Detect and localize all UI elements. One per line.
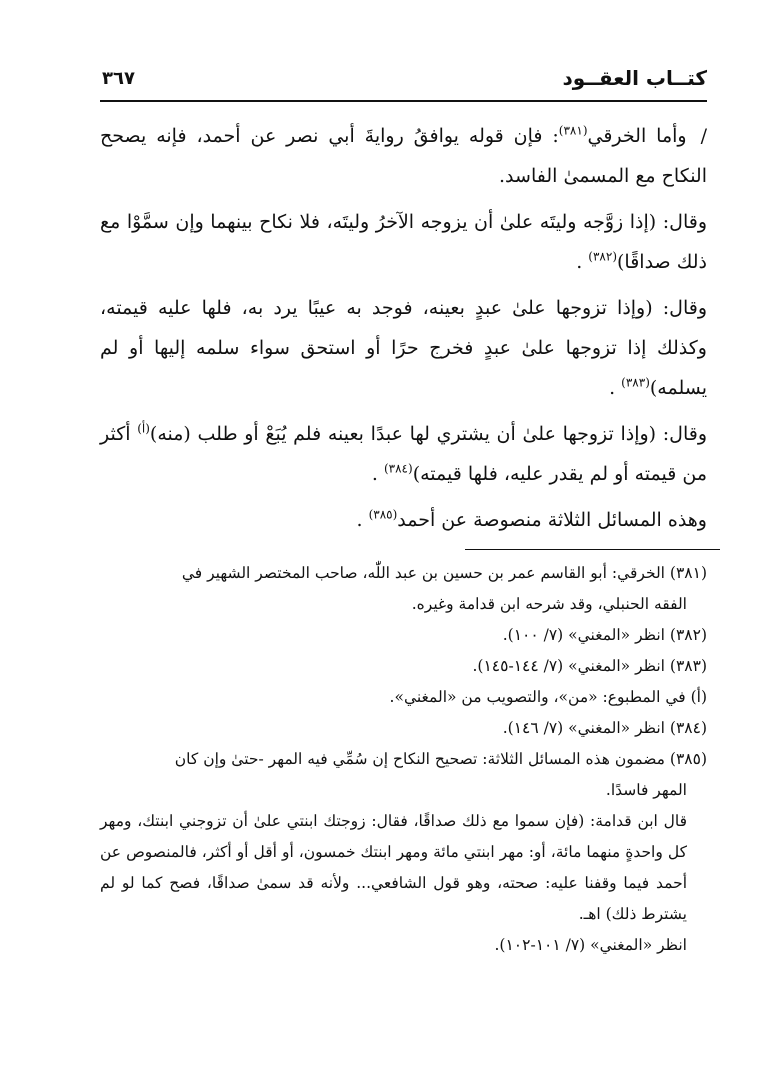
running-header (100, 62, 707, 102)
paragraph-5-end: . (356, 509, 363, 531)
paragraph-3-text: وقال: (وإذا تزوجها علىٰ عبدٍ بعينه، فوجد به عيبًا يرد به، فلها عليه قيمته، وكذلك إذا تزوجها علىٰ عبدٍ فخرج حرًا أو استحق سواء سلمه إليها أو لم يسلمه) (100, 297, 707, 399)
paragraph-1-start: وأما الخرقي (587, 125, 687, 147)
footnote-ref-a[interactable]: (أ) (137, 421, 150, 436)
paragraph-4-end: . (371, 463, 378, 485)
footnote-ref-382[interactable]: (٣٨٢) (588, 249, 618, 264)
footnote-ref-383[interactable]: (٣٨٣) (621, 375, 650, 390)
footnote-385-cont: المهر فاسدًا. (605, 781, 687, 799)
footnote-385-quote: قال ابن قدامة: (فإن سموا مع ذلك صداقًا، فقال: زوجتك ابنتي علىٰ أن تزوجني ابنتك، ومهر كل واحدةٍ منهما مائة، أو: مهر ابنتي مائة ومهر ابنتك خمسون، أو أقل أو أكثر، فالمنصوص عن أحمد فيما وقفنا عليه: صحته، وهو قول الشافعي... ولأنه قد سمىٰ صداقًا، فصح كما لو لم يشترط ذلك) اهـ. (100, 812, 687, 923)
footnote-385: (٣٨٥) مضمون هذه المسائل الثلاثة: تصحيح النكاح إن سُمِّي فيه المهر -حتىٰ وإن كان (174, 750, 707, 768)
footnote-385-source: انظر «المغني» (٧/ ١٠١-١٠٢). (494, 936, 687, 954)
paragraph-2-text: وقال: (إذا زوَّجه وليتَه علىٰ أن يزوجه الآخرُ وليتَه، فلا نكاح بينهما وإن سمَّوْا مع ذلك صداقًا) (100, 211, 707, 273)
footnote-381-cont: الفقه الحنبلي، وقد شرحه ابن قدامة وغيره. (411, 595, 687, 613)
footnote-383: (٣٨٣) انظر «المغني» (٧/ ١٤٤-١٤٥). (472, 657, 707, 675)
footnote-a: (أ) في المطبوع: «من»، والتصويب من «المغني». (389, 688, 707, 706)
paragraph-4-text-cont: أكثر من قيمته أو لم يقدر عليه، فلها قيمته) (100, 423, 707, 485)
paragraph-5-text: وهذه المسائل الثلاثة منصوصة عن أحمد (397, 509, 707, 531)
page-break-marker: / (700, 125, 707, 147)
footnote-ref-381[interactable]: (٣٨١) (558, 123, 588, 138)
footnote-381: (٣٨١) الخرقي: أبو القاسم عمر بن حسين بن عبد اللّٰه، صاحب المختصر الشهير في (181, 564, 707, 582)
footnote-384: (٣٨٤) انظر «المغني» (٧/ ١٤٦). (502, 719, 707, 737)
book-title: كتــاب العقــود (562, 66, 707, 90)
paragraph-1-text: : فإن قوله يوافقُ روايةَ أبي نصر عن أحمد، فإنه يصحح النكاح مع المسمىٰ الفاسد. (100, 125, 707, 187)
footnote-separator (465, 549, 720, 550)
paragraph-3-end: . (609, 377, 616, 399)
paragraph-3 (100, 288, 707, 408)
footnote-ref-385[interactable]: (٣٨٥) (368, 507, 398, 522)
paragraph-4 (100, 414, 707, 494)
main-text (100, 116, 707, 540)
footnote-382: (٣٨٢) انظر «المغني» (٧/ ١٠٠). (502, 626, 707, 644)
paragraph-4-text: وقال: (وإذا تزوجها علىٰ أن يشتري لها عبدًا بعينه فلم يُبَعْ أو طلب (منه) (149, 423, 707, 445)
paragraph-5 (100, 500, 707, 540)
footnotes (100, 558, 707, 961)
footnote-ref-384[interactable]: (٣٨٤) (383, 461, 413, 476)
page-number: ٣٦٧ (102, 68, 135, 89)
paragraph-1 (100, 116, 707, 196)
paragraph-2-end: . (576, 251, 583, 273)
paragraph-2 (100, 202, 707, 282)
